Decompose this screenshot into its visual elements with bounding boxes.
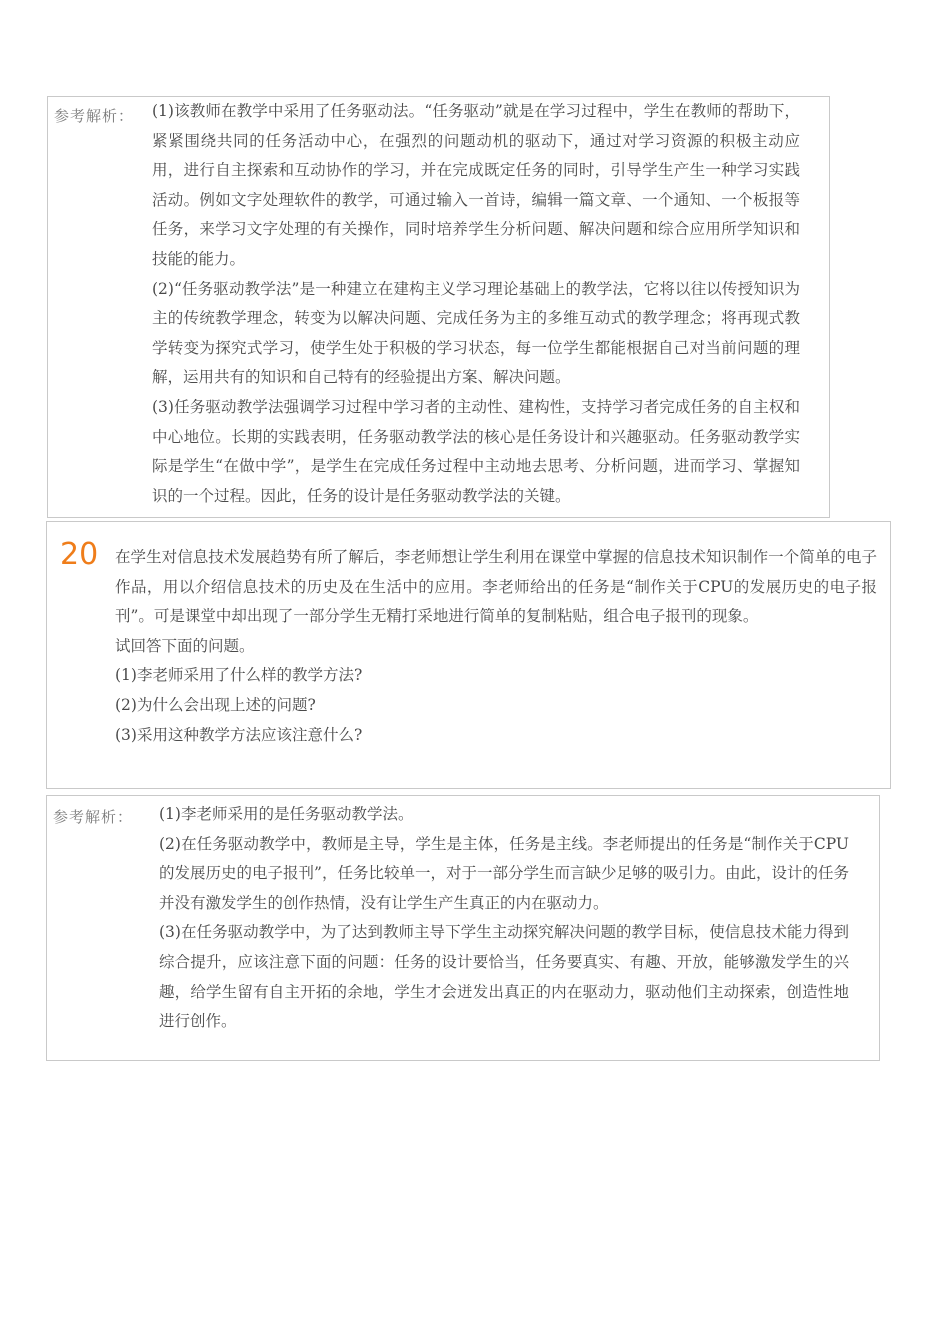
answer-analysis-block-19 [47,96,830,518]
answer-analysis-label: 参考解析： [53,808,134,826]
question-block-20 [46,521,891,789]
analysis-paragraph-3: (3)在任务驱动教学中，为了达到教师主导下学生主动探究解决问题的教学目标，使信息技术能力得到综合提升，应该注意下面的问题：任务的设计要恰当，任务要真实、有趣、开放，能够激发学生的兴趣，给学生留有自主开拓的余地，学生才会迸发出真正的内在驱动力，驱动他们主动探索，创造性地进行创作。 [159,923,849,1031]
analysis-paragraph-2: (2)在任务驱动教学中，教师是主导，学生是主体，任务是主线。李老师提出的任务是“制作关于CPU的发展历史的电子报刊”，任务比较单一，对于一部分学生而言缺少足够的吸引力。由此，设计的任务并没有激发学生的创作热情，没有让学生产生真正的内在驱动力。 [159,834,849,912]
analysis-paragraph-1: (1)该教师在教学中采用了任务驱动法。“任务驱动”就是在学习过程中，学生在教师的帮助下，紧紧围绕共同的任务活动中心，在强烈的问题动机的驱动下，通过对学习资源的积极主动应用，进行自主探索和互动协作的学习，并在完成既定任务的同时，引导学生产生一种学习实践活动。例如文字处理软件的教学，可通过输入一首诗，编辑一篇文章、一个通知、一个板报等任务，来学习文字处理的有关操作，同时培养学生分析问题、解决问题和综合应用所学知识和技能的能力。 [152,102,800,268]
question-stem: 在学生对信息技术发展趋势有所了解后，李老师想让学生利用在课堂中掌握的信息技术知识制作一个简单的电子作品，用以介绍信息技术的历史及在生活中的应用。李老师给出的任务是“制作关于CPU的发展历史的电子报刊”。可是课堂中却出现了一部分学生无精打采地进行简单的复制粘贴，组合电子报刊的现象。 [115,548,877,626]
sub-question-3: (3)采用这种教学方法应该注意什么? [115,725,363,744]
answer-analysis-block-20 [46,795,880,1061]
analysis-paragraph-3: (3)任务驱动教学法强调学习过程中学习者的主动性、建构性，支持学习者完成任务的自主权和中心地位。长期的实践表明，任务驱动教学法的核心是任务设计和兴趣驱动。任务驱动教学实际是学生“在做中学”，是学生在完成任务过程中主动地去思考、分析问题，进而学习、掌握知识的一个过程。因此，任务的设计是任务驱动教学法的关键。 [152,397,800,505]
question-number: 20 [60,537,99,572]
analysis-paragraph-2: (2)“任务驱动教学法”是一种建立在建构主义学习理论基础上的教学法，它将以往以传授知识为主的传统教学理念，转变为以解决问题、完成任务为主的多维互动式的教学理念；将再现式教学转变为探究式学习，使学生处于积极的学习状态，每一位学生都能根据自己对当前问题的理解，运用共有的知识和自己特有的经验提出方案、解决问题。 [152,279,800,387]
sub-question-1: (1)李老师采用了什么样的教学方法? [115,666,363,685]
answer-analysis-text [152,97,800,511]
question-text [115,543,877,750]
answer-analysis-label: 参考解析： [54,107,135,125]
question-instruction: 试回答下面的问题。 [115,636,255,655]
sub-question-2: (2)为什么会出现上述的问题? [115,695,316,714]
analysis-paragraph-1: (1)李老师采用的是任务驱动教学法。 [159,805,414,823]
answer-analysis-text [159,800,849,1037]
